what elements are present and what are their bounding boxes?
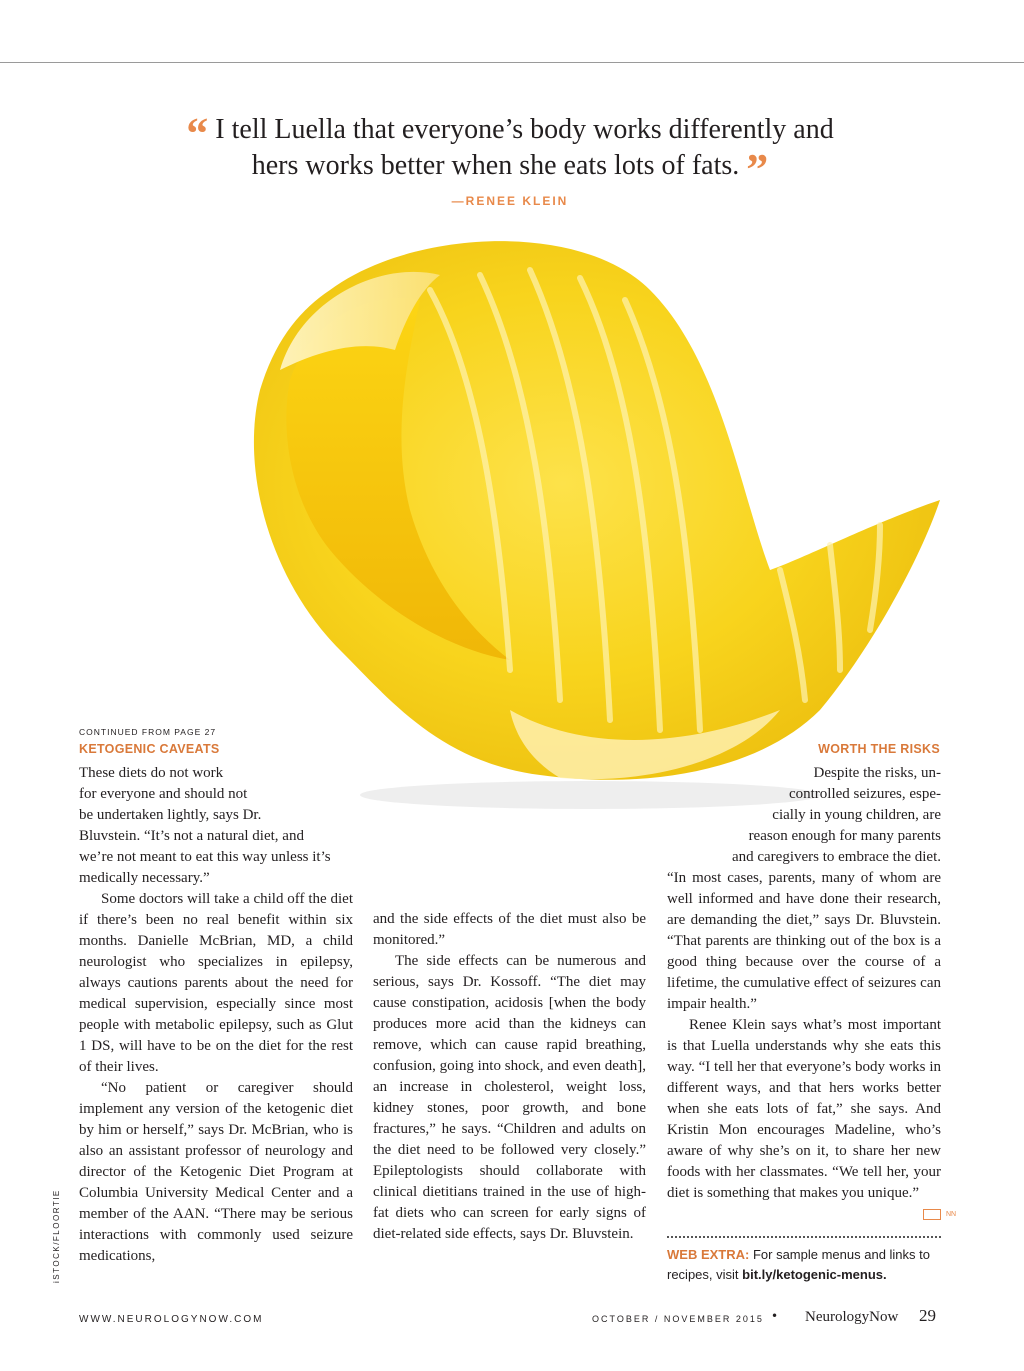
paragraph-text: Renee Klein says what’s most important is that Luella understands why she eats this way. “I tell her that everyone’s body works in different ways, and that hers works better when she eats lots of fat,” she says. And Kristin Mon encourages Madeline, who’s aware of why she’s on it, to share her new foods with her classmates. “We tell her, your diet is something that makes you unique.” (667, 1017, 941, 1201)
heading-worth-the-risks: WORTH THE RISKS (818, 742, 940, 756)
footer-magazine-name: NeurologyNow (805, 1309, 899, 1325)
paragraph (667, 1015, 957, 1218)
pull-quote-text (150, 109, 870, 194)
pull-quote-attribution: —RENEE KLEIN (451, 194, 569, 208)
text-line: we’re not meant to eat this way unless it’s (79, 849, 331, 865)
text-line: Despite the risks, un- (813, 765, 941, 781)
pull-quote-line-2: hers works better when she eats lots of fats. (251, 150, 740, 181)
web-extra-label: WEB EXTRA: (667, 1247, 750, 1262)
paragraph: The side effects can be numerous and serious, says Dr. Kossoff. “The diet may cause constipation, acidosis [when the body produces more acid than the kidneys can remove, which can cause rapid breathing, confusion, going into shock, and even death], an increase in cholesterol, weight loss, kidney stones, poor growth, and bone fractures,” he says. “Children and adults on the diet need to be followed very closely.” Epileptologists should collaborate with clinical dietitians trained in the use of high-fat diets who can screen for early signs of diet-related side effects, says Dr. Bluvstein. (373, 953, 646, 1242)
footer-bullet: • (771, 1309, 779, 1323)
text-line: cially in young children, are (772, 807, 941, 823)
web-extra-box (667, 1245, 957, 1285)
paragraph: “No patient or caregiver should implement any version of the ketogenic diet by him or herself,” says Dr. McBrian, who is also an assistant professor of neurology and director of the Ketogenic Diet Program at Columbia University Medical Center and a member of the AAN. “There may be serious interactions with commonly used seizure medications, (79, 1080, 353, 1264)
pull-quote (150, 109, 870, 208)
web-extra-link[interactable]: bit.ly/ketogenic-menus. (742, 1267, 887, 1282)
text-line: medically necessary.” (79, 870, 210, 886)
footer-url[interactable]: WWW.NEUROLOGYNOW.COM (79, 1314, 264, 1325)
butter-curl-image (180, 230, 960, 830)
heading-ketogenic-caveats: KETOGENIC CAVEATS (79, 742, 220, 756)
text-line: controlled seizures, espe- (788, 786, 941, 802)
close-quote-mark: ” (746, 145, 769, 194)
top-rule (0, 62, 1024, 63)
end-mark-nn: NN (923, 1209, 941, 1220)
text-line: reason enough for many parents (748, 828, 941, 844)
pull-quote-line-1: I tell Luella that everyone’s body works differently and (215, 114, 834, 145)
column-middle (373, 909, 646, 1245)
text-line: and caregivers to embrace the diet. (731, 849, 941, 865)
paragraph: and the side effects of the diet must also be monitored.” (373, 911, 646, 948)
photo-credit: iSTOCK/FLOORTIE (52, 1189, 61, 1283)
web-extra-text: For sample menus and links to recipes, visit (667, 1247, 930, 1282)
text-line: for everyone and should not (79, 786, 248, 802)
text-line: be undertaken lightly, says Dr. (79, 807, 262, 823)
paragraph: “In most cases, parents, many of whom are well informed and have done their research, are demanding the diet,” says Dr. Bluvstein. “That parents are thinking out of the box is a good thing because over the course of a lifetime, the cumulative effect of seizures can impair health.” (667, 870, 941, 1012)
page-number: 29 (919, 1306, 936, 1325)
open-quote-mark: “ (186, 109, 209, 158)
footer-issue-date: OCTOBER / NOVEMBER 2015 (592, 1314, 764, 1324)
column-right (667, 763, 957, 1220)
paragraph: Some doctors will take a child off the diet if there’s been no real benefit within six months. Danielle McBrian, MD, a child neurologist who specializes in epilepsy, always cautions parents about the need for medical supervision, especially since most people with metabolic epilepsy, such as Glut 1 DS, will have to be on the diet for the rest of their lives. (79, 891, 353, 1075)
dotted-divider (667, 1236, 941, 1238)
text-line: Bluvstein. “It’s not a natural diet, and (79, 828, 304, 844)
column-left (79, 763, 353, 1267)
text-line: These diets do not work (79, 765, 224, 781)
continued-from-label: CONTINUED FROM PAGE 27 (79, 727, 217, 737)
